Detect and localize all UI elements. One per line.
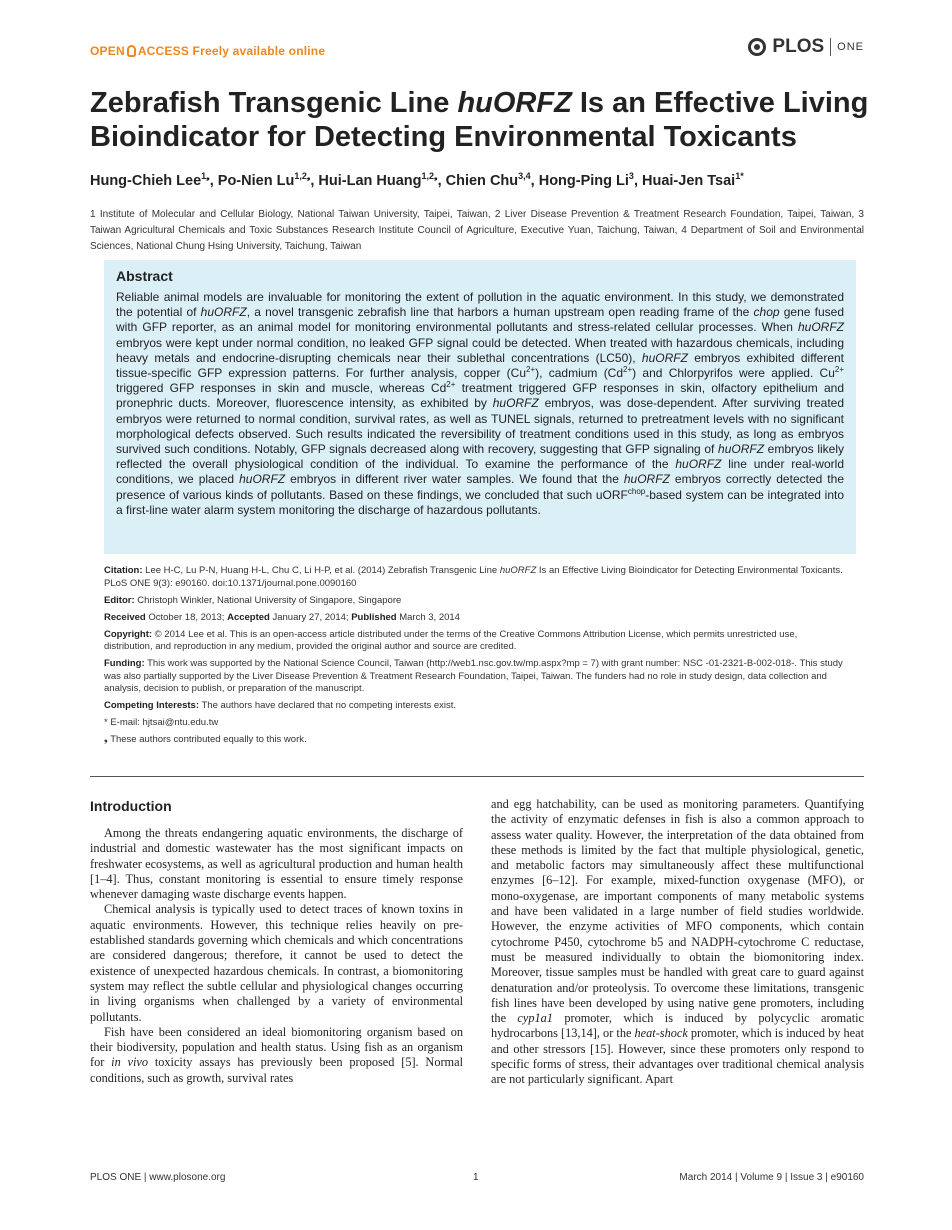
footer-issue: March 2014 | Volume 9 | Issue 3 | e90160 xyxy=(679,1172,864,1183)
author-name: Hong-Ping Li xyxy=(538,172,629,189)
corresponding-email[interactable]: * E-mail: hjtsai@ntu.edu.tw xyxy=(104,717,219,728)
author-list: Hung-Chieh Lee$^{1❟}$, Po-Nien $Lu^{1,2❟}$, Hui-Lan Huang$^{1,2❟}$, Chien Chu$^{3,4}$, Hong-Ping Li$^3$, Huai-Jen Tsai$^{1*}$ xyxy=(90,171,744,189)
open-lock-icon xyxy=(127,45,136,57)
editor: Editor: Christoph Winkler, National University of Singapore, Singapore xyxy=(104,594,402,606)
paragraph: Among the threats endangering aquatic environments, the discharge of industrial and domestic wastewater has the most significant impacts on freshwater ecosystems, as well as agricultural production and human health [1–4]. Thus, constant monitoring is essential to ensure timely response whenever damaging waste discharge events happen. xyxy=(90,826,463,902)
abstract-box xyxy=(104,260,856,554)
paragraph: Chemical analysis is typically used to detect traces of known toxins in aquatic environments. However, this technique relies heavily on pre-established standards governing which chemicals and which concentrations are considered dangerous; therefore, it cannot be used to detect the existence of unexpected hazardous chemicals. In contrast, a biomonitoring system may reflect the subtle cellular and physiological changes occurring in living organisms when challenged by a variety of environmental pollutants. xyxy=(90,902,463,1024)
plos-logo-divider xyxy=(830,38,831,56)
body-column-left xyxy=(90,826,463,1086)
author-affil: 1* xyxy=(735,171,744,181)
author-name: Hui-Lan Huang xyxy=(318,172,422,189)
author-affil: 1❟ xyxy=(201,171,210,181)
author-affil: 3 xyxy=(628,171,634,181)
plos-logo-icon xyxy=(748,38,766,56)
abstract-heading: Abstract xyxy=(116,268,173,284)
open-access-badge xyxy=(90,44,325,58)
body-column-right xyxy=(491,797,864,1088)
paragraph: Fish have been considered an ideal biomonitoring organism based on their biodiversity, population and health status. Using fish as an organism for in vivo toxicity assays has previously been proposed [5]. Normal conditions, such as growth, survival rates xyxy=(90,1024,463,1085)
plos-logo-sub: ONE xyxy=(837,41,864,53)
author-name: Huai-Jen Tsai xyxy=(642,172,736,189)
affiliations: 1 Institute of Molecular and Cellular Biology, National Taiwan University, Taipei, Taiwan, 2 Liver Disease Prevention & Treatment Research Foundation, Taipei, Taiwan, 3 Taiwan Agricultural Chemicals and Toxic Substances Research Institute Council of Agriculture, Executive Yuan, Taichung, Taiwan, 4 Department of Soil and Environmental Sciences, National Chung Hsing University, Taichung, Taiwan xyxy=(90,209,864,252)
abstract-text: Reliable animal models are invaluable for monitoring the extent of pollution in the aquatic environment. In this study, we demonstrated the potential of huORFZ, a novel transgenic zebrafish line that harbors a human upstream open reading frame of the chop gene fused with GFP reporter, as an animal model for monitoring environmental pollutants and stress-related cellular processes. When huORFZ embryos were kept under normal condition, no leaked GFP signal could be detected. When treated with hazardous chemicals, including heavy metals and endocrine-disrupting chemicals near their sublethal concentrations (LC50), huORFZ embryos exhibited different tissue-specific GFP expression patterns. For further analysis, copper $(Cu^{2+})$, cadmium $(Cd^{2+})$ and Chlorpyrifos were applied. $Cu^{2+}$ triggered GFP responses in skin and muscle, whereas $Cd^{2+}$ treatment triggered GFP responses in skin, olfactory epithelium and pronephric ducts. Moreover, fluorescence intensity, as exhibited by huORFZ embryos, was dose-dependent. After surviving treated embryos were returned to normal condition, survival rates, as well as TUNEL signals, returned to pretreatment levels with no significant morphological defects observed. Such results indicated the reversibility of treatment conditions used in this study, as long as embryos survived such conditions. Notably, GFP signals decreased along with recovery, suggesting that GFP signaling of huORFZ embryos likely reflected the overall physiological condition of the individual. To examine the performance of the huORFZ line under real-world conditions, we placed huORFZ embryos in different river water samples. We found that the huORFZ embryos correctly detected the presence of various kinds of pollutants. Based on these findings, we concluded that such uORF$^{chop}$-based system can be integrated into a first-line water alarm system monitoring the discharge of hazardous pollutants. xyxy=(116,290,845,517)
paragraph: and egg hatchability, can be used as monitoring parameters. Quantifying the activity of enzymatic defenses in fish is also a common approach to assess water quality. However, the interpretation of the data obtained from these methods is limited by the fact that multiple physiological, genetic, and metabolic factors may simultaneously affect these multifunctional enzymes [6–12]. For example, mixed-function oxygenase (MFO), or mono-oxygenase, are important components of many metabolic systems and have been validated in a large number of field studies worldwide. However, the enzyme activities of MFO components, which contain cytochrome P450, cytochrome b5 and NADPH-cytochrome C reductase, must be measured individually to obtain the biomonitoring index. Moreover, tissue samples must be handled with great care to guard against denaturation and/or proteolysis. To overcome these limitations, transgenic fish lines have been developed by using native gene promoters, including the cyp1a1 promoter, which is induced by polycyclic aromatic hydrocarbons [13,14], or the heat-shock promoter, which is induced by heat and other stressors [15]. However, since these promoters only respond to specific forms of stress, their advantages over traditional chemical analysis are not particularly significant. Apart xyxy=(491,797,864,1087)
author-affil: 3,4 xyxy=(518,171,531,181)
equal-contribution-note: ❟ These authors contributed equally to this work. xyxy=(104,734,307,745)
author-name: Po-Nien Lu xyxy=(217,172,295,189)
title-part2: Is an Effective Living Bioindicator for Detecting Environmental Toxicants xyxy=(90,87,869,153)
page-number: 1 xyxy=(473,1172,479,1183)
author-affil: 1,2❟ xyxy=(294,171,311,181)
author-name: Chien Chu xyxy=(445,172,519,189)
article-metadata xyxy=(104,565,844,751)
introduction-heading: Introduction xyxy=(90,798,172,814)
plos-logo-text: PLOS xyxy=(772,36,825,57)
author-affil: 1,2❟ xyxy=(421,171,438,181)
author-name: Hung-Chieh Lee xyxy=(90,172,202,189)
section-divider xyxy=(90,776,864,777)
open-access-right: ACCESS Freely available online xyxy=(137,44,326,58)
footer-journal: PLOS ONE | www.plosone.org xyxy=(90,1172,226,1183)
funding: Funding: This work was supported by the National Science Council, Taiwan (http://web1.nsc.gov.tw/mp.aspx?mp = 7) with grant number: NSC -01-2321-B-002-018-. This study was also partially supported by the Liver Disease Prevention & Treatment Research Foundation, Taipei, Taiwan. The funders had no role in study design, data collection and analysis, decision to publish, or preparation of the manuscript. xyxy=(104,658,843,694)
dates: Received October 18, 2013; Accepted January 27, 2014; Published March 3, 2014 xyxy=(104,611,460,623)
title-gene: huORFZ xyxy=(457,87,572,119)
title-part1: Zebrafish Transgenic Line xyxy=(90,87,458,119)
competing-interests: Competing Interests: The authors have declared that no competing interests exist. xyxy=(104,700,457,711)
copyright: Copyright: © 2014 Lee et al. This is an open-access article distributed under the terms of the Creative Commons Attribution License, which permits unrestricted use, distribution, and reproduction in any medium, provided the original author and source are credited. xyxy=(104,628,798,652)
open-access-left: OPEN xyxy=(90,44,125,58)
citation: Citation: Lee H-C, Lu P-N, Huang H-L, Chu C, Li H-P, et al. (2014) Zebrafish Transgenic Line huORFZ Is an Effective Living Bioindicator for Detecting Environmental Toxicants. PLoS ONE 9(3): e90160. doi:10.1371/journal.pone.0090160 xyxy=(104,565,843,589)
article-title xyxy=(90,86,870,154)
plos-logo xyxy=(748,36,864,58)
